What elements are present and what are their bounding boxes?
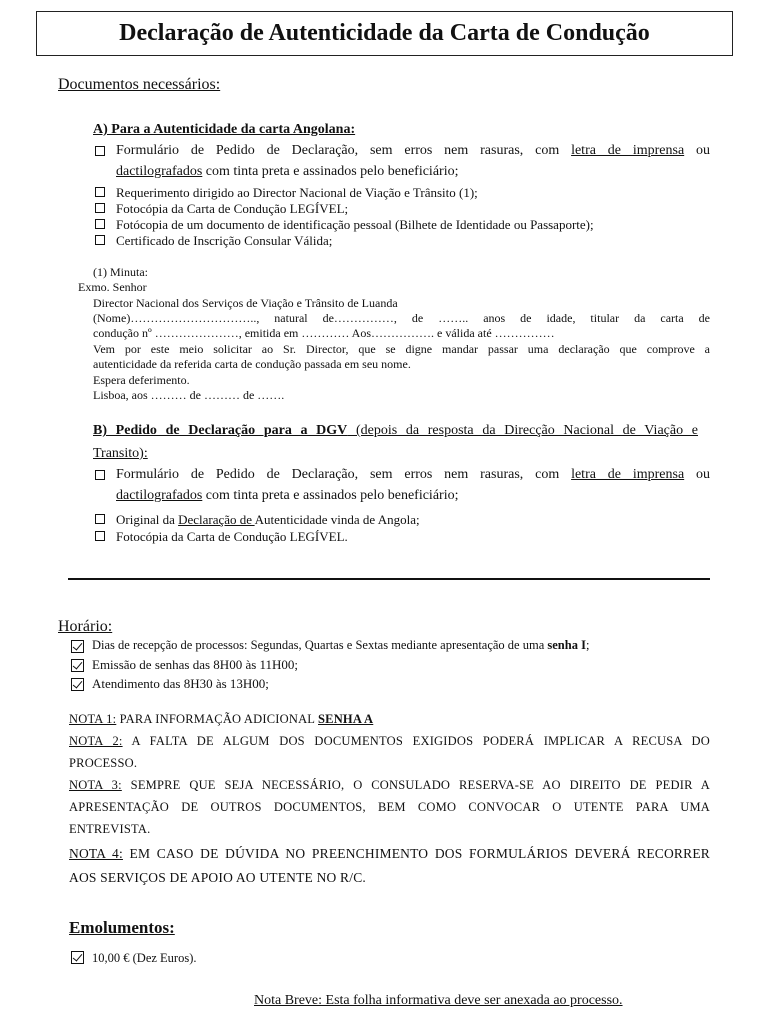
horario-item-1: Dias de recepção de processos: Segundas, Quartas e Sextas mediante apresentação de uma senha I; [92,638,590,652]
section-a-item-1-line-2: dactilografados com tinta preta e assinados pelo beneficiário; [116,164,459,179]
minuta-line-request: Vem por este meio solicitar ao Sr. Director, que se digne mandar passar uma declaração que comprove a [93,342,710,356]
footer-note: Nota Breve: Esta folha informativa deve ser anexada ao processo. [254,993,623,1008]
checked-box-h2[interactable] [71,659,84,672]
minuta-line-licence: condução nº …………………, emitida em ………… Aos……………. e válida até …………… [93,326,555,340]
nota-3-line-3: ENTREVISTA. [69,822,151,836]
checked-box-h3[interactable] [71,678,84,691]
minuta-line-name: (Nome)………………………….., natural de……………, de …….. anos de idade, titular da carta de [93,311,710,325]
nota-4-line-1: NOTA 4: EM CASO DE DÚVIDA NO PREENCHIMENTO DOS FORMULÁRIOS DEVERÁ RECORRER [69,846,710,861]
minuta-line-date: Lisboa, aos ……… de ……… de ……. [93,388,285,402]
checkbox-b2[interactable] [95,514,105,524]
emolumentos-heading: Emolumentos: [69,918,175,937]
section-a-heading: A) Para a Autenticidade da carta Angolana: [93,122,356,137]
section-b-item-1-line-2: dactilografados com tinta preta e assinados pelo beneficiário; [116,488,459,503]
section-b-item-3: Fotocópia da Carta de Condução LEGÍVEL. [116,529,348,544]
checkbox-a2[interactable] [95,187,105,197]
section-a-item-1-line-1: Formulário de Pedido de Declaração, sem erros nem rasuras, com letra de imprensa ou [116,143,711,158]
checkbox-a1[interactable] [95,146,105,156]
minuta-salutation: Exmo. Senhor [78,280,147,294]
checkbox-a5[interactable] [95,235,105,245]
nota-1: NOTA 1: PARA INFORMAÇÃO ADICIONAL SENHA A [69,712,374,726]
section-b-heading: B) Pedido de Declaração para a DGV (depois da resposta da Direcção Nacional de Viação e [93,423,698,438]
nota-3-line-1: NOTA 3: SEMPRE QUE SEJA NECESSÁRIO, O CONSULADO RESERVA-SE AO DIREITO DE PEDIR A [69,778,710,792]
horario-item-3: Atendimento das 8H30 às 13H00; [92,676,269,691]
docs-heading: Documentos necessários: [58,76,221,93]
checkbox-a3[interactable] [95,203,105,213]
document-title: Declaração de Autenticidade da Carta de Condução [36,11,733,56]
section-b-heading-cont: Transito): [93,446,148,461]
checkbox-b3[interactable] [95,531,105,541]
minuta-addressee: Director Nacional dos Serviços de Viação e Trânsito de Luanda [93,296,398,310]
nota-2-line-1: NOTA 2: A FALTA DE ALGUM DOS DOCUMENTOS EXIGIDOS PODERÁ IMPLICAR A RECUSA DO [69,734,710,748]
horario-heading: Horário: [58,618,113,635]
checkbox-b1[interactable] [95,470,105,480]
section-b-item-2: Original da Declaração de Autenticidade vinda de Angola; [116,512,420,527]
section-a-item-4: Fotócopia de um documento de identificação pessoal (Bilhete de Identidade ou Passaporte); [116,217,594,232]
minuta-line-deferimento: Espera deferimento. [93,373,190,387]
minuta-line-authenticity: autenticidade da referida carta de condução passada em seu nome. [93,357,411,371]
checked-box-emolumentos[interactable] [71,951,84,964]
nota-4-line-2: AOS SERVIÇOS DE APOIO AO UTENTE NO R/C. [69,870,366,885]
section-a-item-3: Fotocópia da Carta de Condução LEGÍVEL; [116,201,349,216]
section-divider [68,578,710,580]
section-a-item-2: Requerimento dirigido ao Director Nacional de Viação e Trânsito (1); [116,185,478,200]
emolumentos-item: 10,00 € (Dez Euros). [92,951,197,965]
horario-item-2: Emissão de senhas das 8H00 às 11H00; [92,657,299,672]
checkbox-a4[interactable] [95,219,105,229]
nota-2-line-2: PROCESSO. [69,756,138,770]
minuta-label: (1) Minuta: [93,265,148,279]
section-b-item-1-line-1: Formulário de Pedido de Declaração, sem erros nem rasuras, com letra de imprensa ou [116,467,711,482]
nota-3-line-2: APRESENTAÇÃO DE OUTROS DOCUMENTOS, BEM COMO CONVOCAR O UTENTE PARA UMA [69,800,710,814]
checked-box-h1[interactable] [71,640,84,653]
section-a-item-5: Certificado de Inscrição Consular Válida; [116,233,333,248]
